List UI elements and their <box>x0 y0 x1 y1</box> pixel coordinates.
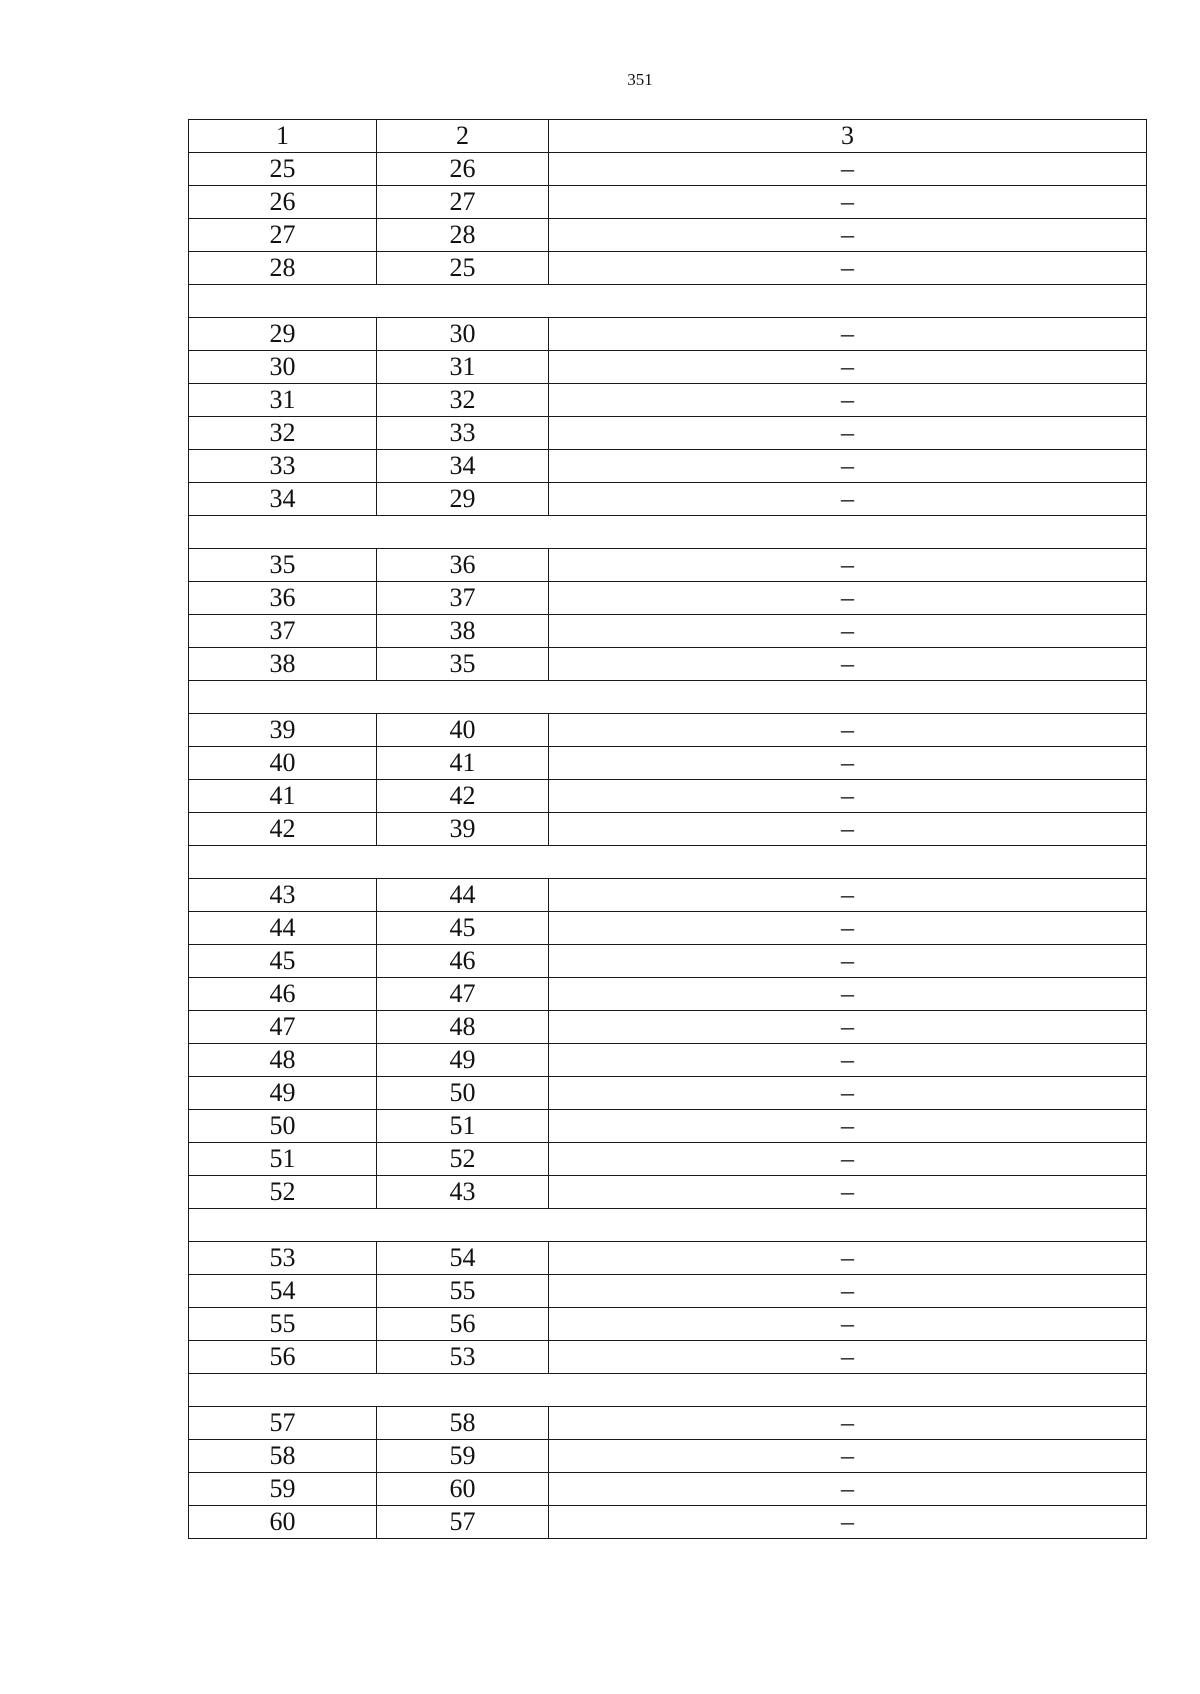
table-cell-col-1: 52 <box>189 1176 377 1209</box>
table-row <box>189 582 1147 615</box>
table-row <box>189 747 1147 780</box>
table-cell-col-2: 33 <box>377 417 549 450</box>
table-cell-col-1: 51 <box>189 1143 377 1176</box>
table-cell-col-1: 45 <box>189 945 377 978</box>
table-row <box>189 252 1147 285</box>
table-cell-col-2: 41 <box>377 747 549 780</box>
table-cell-col-2: 29 <box>377 483 549 516</box>
table-row <box>189 1011 1147 1044</box>
group-separator-row <box>189 1374 1147 1407</box>
table-row <box>189 1407 1147 1440</box>
table-cell-col-3: – <box>549 153 1147 186</box>
table-cell-col-1: 34 <box>189 483 377 516</box>
table-cell-col-2: 42 <box>377 780 549 813</box>
table-cell-col-1: 47 <box>189 1011 377 1044</box>
table-row <box>189 912 1147 945</box>
table-cell-col-1: 36 <box>189 582 377 615</box>
table-cell-col-1: 54 <box>189 1275 377 1308</box>
table-cell-col-3: – <box>549 582 1147 615</box>
table-cell-col-3: – <box>549 648 1147 681</box>
group-separator-row <box>189 1209 1147 1242</box>
table-row <box>189 186 1147 219</box>
table-row <box>189 384 1147 417</box>
table-row <box>189 450 1147 483</box>
separator-cell <box>189 846 1147 879</box>
table-cell-col-2: 37 <box>377 582 549 615</box>
table-cell-col-2: 25 <box>377 252 549 285</box>
table-cell-col-1: 46 <box>189 978 377 1011</box>
table-cell-col-3: – <box>549 186 1147 219</box>
table-cell-col-2: 55 <box>377 1275 549 1308</box>
group-separator-row <box>189 681 1147 714</box>
table-row <box>189 648 1147 681</box>
table-cell-col-1: 48 <box>189 1044 377 1077</box>
table-cell-col-2: 43 <box>377 1176 549 1209</box>
table-row <box>189 153 1147 186</box>
table-cell-col-2: 31 <box>377 351 549 384</box>
table-cell-col-1: 56 <box>189 1341 377 1374</box>
table-cell-col-3: – <box>549 945 1147 978</box>
table-row <box>189 978 1147 1011</box>
table-row <box>189 1473 1147 1506</box>
table-cell-col-2: 60 <box>377 1473 549 1506</box>
table-row <box>189 483 1147 516</box>
table-cell-col-3: – <box>549 780 1147 813</box>
table-cell-col-3: – <box>549 747 1147 780</box>
table-row <box>189 1440 1147 1473</box>
table-cell-col-2: 51 <box>377 1110 549 1143</box>
table-cell-col-3: – <box>549 912 1147 945</box>
page-number: 351 <box>627 70 653 89</box>
table-cell-col-2: 38 <box>377 615 549 648</box>
table-cell-col-2: 57 <box>377 1506 549 1539</box>
table-cell-col-1: 26 <box>189 186 377 219</box>
table-cell-col-3: – <box>549 384 1147 417</box>
table-row <box>189 780 1147 813</box>
table-cell-col-2: 35 <box>377 648 549 681</box>
table-row <box>189 813 1147 846</box>
table-cell-col-1: 59 <box>189 1473 377 1506</box>
table-row <box>189 1341 1147 1374</box>
table-cell-col-1: 44 <box>189 912 377 945</box>
table-cell-col-2: 28 <box>377 219 549 252</box>
table-cell-col-2: 47 <box>377 978 549 1011</box>
table-cell-col-2: 52 <box>377 1143 549 1176</box>
table-cell-col-2: 53 <box>377 1341 549 1374</box>
table-cell-col-1: 38 <box>189 648 377 681</box>
group-separator-row <box>189 516 1147 549</box>
table-cell-col-1: 57 <box>189 1407 377 1440</box>
table-cell-col-3: – <box>549 1473 1147 1506</box>
table-cell-col-1: 41 <box>189 780 377 813</box>
table-cell-col-3: – <box>549 1506 1147 1539</box>
table-cell-col-1: 55 <box>189 1308 377 1341</box>
table-cell-col-1: 31 <box>189 384 377 417</box>
table-row <box>189 1077 1147 1110</box>
table-cell-col-3: – <box>549 219 1147 252</box>
table-cell-col-3: – <box>549 1044 1147 1077</box>
separator-cell <box>189 285 1147 318</box>
separator-cell <box>189 516 1147 549</box>
table-header-row <box>189 120 1147 153</box>
table-row <box>189 351 1147 384</box>
table-row <box>189 549 1147 582</box>
table-cell-col-2: 34 <box>377 450 549 483</box>
table-cell-col-1: 42 <box>189 813 377 846</box>
table-row <box>189 1044 1147 1077</box>
separator-cell <box>189 681 1147 714</box>
table-cell-col-3: – <box>549 1176 1147 1209</box>
table-cell-col-3: – <box>549 252 1147 285</box>
table-cell-col-3: – <box>549 1440 1147 1473</box>
table-cell-col-1: 28 <box>189 252 377 285</box>
header-cell-2: 2 <box>377 120 549 153</box>
table-cell-col-2: 50 <box>377 1077 549 1110</box>
table-cell-col-1: 50 <box>189 1110 377 1143</box>
table-cell-col-1: 37 <box>189 615 377 648</box>
table-cell-col-2: 30 <box>377 318 549 351</box>
table-cell-col-2: 27 <box>377 186 549 219</box>
table-cell-col-3: – <box>549 1308 1147 1341</box>
table-cell-col-1: 53 <box>189 1242 377 1275</box>
table-cell-col-2: 54 <box>377 1242 549 1275</box>
table-row <box>189 219 1147 252</box>
table-cell-col-3: – <box>549 483 1147 516</box>
table-cell-col-3: – <box>549 351 1147 384</box>
table-cell-col-3: – <box>549 1407 1147 1440</box>
table-cell-col-3: – <box>549 1275 1147 1308</box>
table-cell-col-1: 35 <box>189 549 377 582</box>
table-cell-col-1: 43 <box>189 879 377 912</box>
table-cell-col-3: – <box>549 714 1147 747</box>
table-cell-col-2: 36 <box>377 549 549 582</box>
table-cell-col-1: 40 <box>189 747 377 780</box>
table-row <box>189 1275 1147 1308</box>
table-row <box>189 318 1147 351</box>
table-cell-col-2: 44 <box>377 879 549 912</box>
data-table <box>188 119 1147 1539</box>
table-row <box>189 879 1147 912</box>
table-cell-col-3: – <box>549 1110 1147 1143</box>
table-row <box>189 1308 1147 1341</box>
table-cell-col-1: 49 <box>189 1077 377 1110</box>
table-cell-col-1: 32 <box>189 417 377 450</box>
header-cell-3: 3 <box>549 120 1147 153</box>
table-cell-col-2: 49 <box>377 1044 549 1077</box>
table-cell-col-2: 39 <box>377 813 549 846</box>
table-cell-col-3: – <box>549 615 1147 648</box>
table-cell-col-1: 27 <box>189 219 377 252</box>
group-separator-row <box>189 285 1147 318</box>
table-cell-col-3: – <box>549 318 1147 351</box>
table-row <box>189 714 1147 747</box>
table-cell-col-2: 58 <box>377 1407 549 1440</box>
table-cell-col-1: 60 <box>189 1506 377 1539</box>
table-cell-col-2: 46 <box>377 945 549 978</box>
table-cell-col-1: 25 <box>189 153 377 186</box>
table-cell-col-3: – <box>549 417 1147 450</box>
table-cell-col-2: 45 <box>377 912 549 945</box>
table-row <box>189 945 1147 978</box>
table-row <box>189 1143 1147 1176</box>
table-cell-col-3: – <box>549 450 1147 483</box>
table-cell-col-2: 59 <box>377 1440 549 1473</box>
table-cell-col-3: – <box>549 1143 1147 1176</box>
table-cell-col-3: – <box>549 1341 1147 1374</box>
table-cell-col-3: – <box>549 549 1147 582</box>
table-cell-col-1: 33 <box>189 450 377 483</box>
table-body <box>189 120 1147 1539</box>
table-cell-col-3: – <box>549 813 1147 846</box>
table-cell-col-1: 30 <box>189 351 377 384</box>
table-row <box>189 615 1147 648</box>
table-cell-col-2: 26 <box>377 153 549 186</box>
table-cell-col-1: 39 <box>189 714 377 747</box>
table-row <box>189 1110 1147 1143</box>
table-row <box>189 1506 1147 1539</box>
table-row <box>189 1242 1147 1275</box>
table-cell-col-2: 56 <box>377 1308 549 1341</box>
table-cell-col-3: – <box>549 1077 1147 1110</box>
table-cell-col-2: 32 <box>377 384 549 417</box>
separator-cell <box>189 1374 1147 1407</box>
table-cell-col-1: 58 <box>189 1440 377 1473</box>
separator-cell <box>189 1209 1147 1242</box>
table-cell-col-1: 29 <box>189 318 377 351</box>
table-cell-col-3: – <box>549 879 1147 912</box>
table-cell-col-3: – <box>549 1242 1147 1275</box>
table-cell-col-2: 48 <box>377 1011 549 1044</box>
table-cell-col-2: 40 <box>377 714 549 747</box>
table-cell-col-3: – <box>549 1011 1147 1044</box>
table-cell-col-3: – <box>549 978 1147 1011</box>
header-cell-1: 1 <box>189 120 377 153</box>
table-row <box>189 417 1147 450</box>
group-separator-row <box>189 846 1147 879</box>
table-row <box>189 1176 1147 1209</box>
